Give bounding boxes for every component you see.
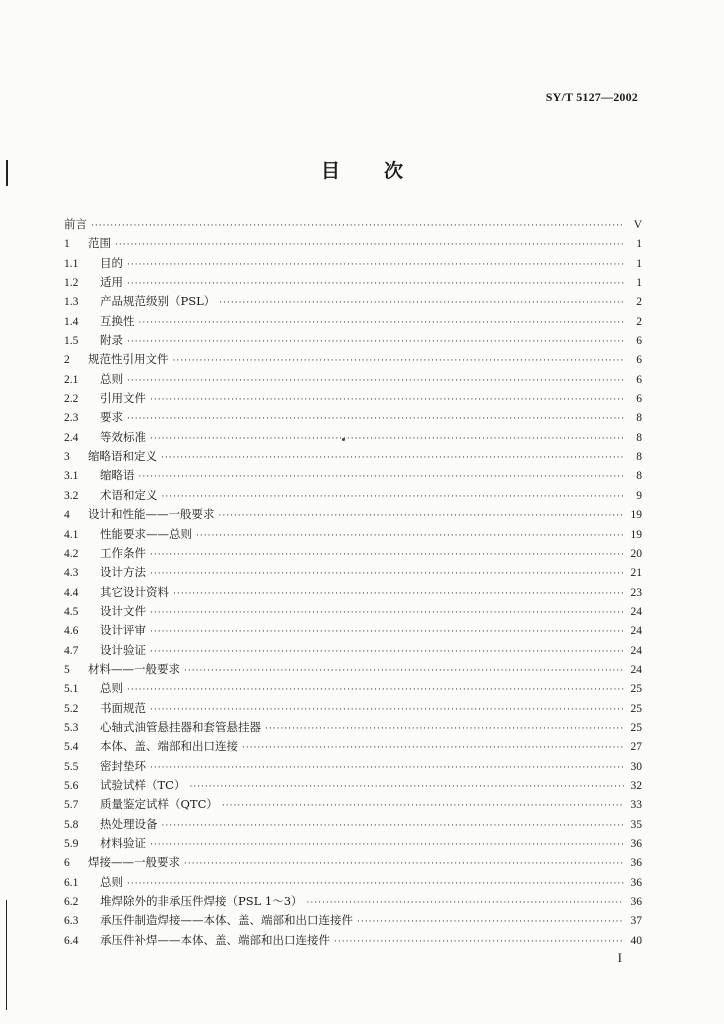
toc-entry[interactable] [64,854,642,873]
toc-entry-number: 5.3 [64,721,79,734]
toc-entry-label: 要求 [100,410,123,425]
toc-leader-dots [334,937,624,947]
toc-leader-dots [242,743,624,753]
toc-entry[interactable] [64,564,642,583]
toc-entry-page: 1 [636,257,642,270]
toc-leader-dots [265,724,624,734]
toc-entry-label: 范围 [88,236,111,251]
toc-entry-number: 5.8 [64,818,79,831]
toc-leader-dots [150,627,624,637]
toc-entry-page: 35 [630,818,642,831]
toc-entry-label: 总则 [100,681,123,696]
toc-entry[interactable] [64,371,642,390]
toc-entry-number: 1.2 [64,277,79,290]
toc-entry-label: 引用文件 [100,391,146,406]
toc-entry[interactable] [64,622,642,641]
toc-entry-number: 1.5 [64,335,79,348]
toc-entry[interactable] [64,584,642,603]
toc-entry-label: 性能要求——总则 [100,526,192,541]
toc-entry-label: 承压件制造焊接——本体、盖、端部和出口连接件 [100,913,353,928]
toc-entry-label: 产品规范级别（PSL） [100,294,216,309]
toc-entry[interactable] [64,680,642,699]
toc-leader-dots [189,782,624,792]
toc-entry-label: 等效标准 [100,429,146,444]
toc-leader-dots [173,589,624,599]
toc-entry-page: 20 [630,547,642,560]
toc-leader-dots [184,666,624,676]
toc-leader-dots [127,685,624,695]
toc-leader-dots [196,531,624,541]
toc-entry-label: 适用 [100,275,123,290]
toc-entry-label: 承压件补焊——本体、盖、端部和出口连接件 [100,932,330,947]
toc-entry-page: 19 [630,509,642,522]
toc-entry[interactable] [64,700,642,719]
toc-entry-label: 设计方法 [100,565,146,580]
toc-leader-dots [127,879,624,889]
toc-entry-label: 堆焊除外的非承压件焊接（PSL 1～3） [100,894,303,909]
toc-entry-number: 6.2 [64,896,79,909]
toc-entry-page: 21 [630,567,642,580]
toc-leader-dots [150,550,624,560]
toc-entry-number: 3 [64,451,70,464]
toc-entry-label: 互换性 [100,313,135,328]
toc-entry-number: 4.2 [64,547,79,560]
toc-entry[interactable] [64,545,642,564]
toc-leader-dots [173,356,625,366]
toc-entry-label: 焊接——一般要求 [88,855,180,870]
toc-leader-dots [150,434,624,444]
toc-entry-page: 6 [636,335,642,348]
toc-entry-label: 术语和定义 [100,487,158,502]
toc-leader-dots [127,279,624,289]
toc-entry[interactable] [64,526,642,545]
toc-entry-label: 总则 [100,874,123,889]
toc-leader-dots [150,840,624,850]
toc-entry-page: 23 [630,586,642,599]
toc-entry-number: 1 [64,238,70,251]
toc-entry-page: 8 [636,451,642,464]
toc-entry-label: 设计文件 [100,603,146,618]
toc-entry[interactable] [64,932,642,951]
toc-entry-number: 6 [64,857,70,870]
toc-entry-page: 8 [636,412,642,425]
table-of-contents [64,216,642,951]
toc-entry-label: 设计验证 [100,642,146,657]
toc-leader-dots [184,859,624,869]
toc-entry-number: 5.5 [64,760,79,773]
toc-leader-dots [150,647,624,657]
toc-entry[interactable] [64,835,642,854]
toc-entry-number: 3.2 [64,489,79,502]
toc-leader-dots [139,472,625,482]
toc-entry-page: 37 [630,915,642,928]
toc-entry[interactable] [64,893,642,912]
toc-leader-dots [127,260,624,270]
toc-entry-page: 25 [630,702,642,715]
toc-entry-label: 设计评审 [100,623,146,638]
toc-entry[interactable] [64,777,642,796]
toc-entry[interactable] [64,912,642,931]
toc-entry-number: 4.6 [64,625,79,638]
toc-entry[interactable] [64,409,642,428]
toc-entry-page: 1 [636,277,642,290]
toc-entry-label: 前言 [64,217,87,231]
toc-entry-number: 1.1 [64,257,79,270]
toc-entry[interactable] [64,487,642,506]
toc-entry-number: 6.4 [64,934,79,947]
toc-entry-page: 2 [636,296,642,309]
toc-entry-number: 3.1 [64,470,79,483]
toc-entry-label: 心轴式油管悬挂器和套管悬挂器 [100,719,261,734]
toc-entry-number: 1.3 [64,296,79,309]
toc-leader-dots [127,376,624,386]
toc-entry-page: 6 [636,354,642,367]
toc-entry-number: 5.1 [64,683,79,696]
toc-entry-page: 24 [630,605,642,618]
toc-entry-label: 材料验证 [100,836,146,850]
toc-entry[interactable] [64,642,642,661]
toc-entry-page: 36 [630,896,642,909]
toc-entry-number: 6.1 [64,876,79,889]
toc-entry[interactable] [64,738,642,757]
toc-entry-page: 36 [630,838,642,850]
toc-leader-dots [127,414,624,424]
toc-entry-number: 5.9 [64,838,79,850]
toc-entry-number: 5.2 [64,702,79,715]
toc-entry-number: 6.3 [64,915,79,928]
toc-entry-number: 5 [64,663,70,676]
toc-entry-page: 6 [636,373,642,386]
toc-entry-number: 2.3 [64,412,79,425]
page-folio: I [617,950,622,965]
toc-entry[interactable] [64,874,642,893]
toc-leader-dots [219,298,624,308]
toc-entry-label: 试验试样（TC） [100,777,186,792]
toc-entry[interactable] [64,506,642,525]
toc-entry-page: 33 [630,799,642,812]
toc-leader-dots [150,608,624,618]
toc-entry-number: 5.7 [64,799,79,812]
binding-mark-bottom [6,900,7,1010]
toc-leader-dots [139,318,625,328]
toc-leader-dots [162,821,625,831]
toc-leader-dots [115,240,624,250]
toc-entry-page: 19 [630,528,642,541]
toc-leader-dots [150,763,624,773]
toc-entry-number: 5.6 [64,779,79,792]
toc-leader-dots [161,453,624,463]
toc-entry-page: 24 [630,625,642,638]
toc-entry-page: 25 [630,683,642,696]
toc-entry-page: 8 [636,470,642,483]
toc-leader-dots [91,221,624,231]
toc-entry-number: 4.1 [64,528,79,541]
toc-entry-label: 热处理设备 [100,816,158,831]
toc-entry-number: 4 [64,509,70,522]
toc-entry[interactable] [64,429,642,448]
page-title [0,156,724,183]
toc-entry-page: 30 [630,760,642,773]
toc-entry[interactable] [64,603,642,622]
toc-entry-label: 设计和性能——一般要求 [88,507,215,522]
toc-entry[interactable] [64,255,642,274]
toc-entry-number: 4.3 [64,567,79,580]
toc-entry-number: 5.4 [64,741,79,754]
toc-entry[interactable] [64,351,642,370]
toc-entry-number: 2 [64,354,70,367]
toc-entry[interactable] [64,216,642,235]
toc-leader-dots [162,492,625,502]
toc-entry-page: 40 [630,934,642,947]
toc-entry-label: 缩略语 [100,468,135,483]
toc-entry-number: 4.5 [64,605,79,618]
toc-entry-page: 8 [636,431,642,444]
toc-entry[interactable] [64,390,642,409]
toc-leader-dots [150,395,624,405]
toc-entry[interactable] [64,274,642,293]
toc-entry-number: 2.4 [64,431,79,444]
toc-entry-page: 24 [630,663,642,676]
toc-leader-dots [222,801,624,811]
toc-entry-number: 4.4 [64,586,79,599]
toc-entry[interactable] [64,235,642,254]
toc-entry[interactable] [64,448,642,467]
toc-entry[interactable] [64,796,642,815]
toc-entry-number: 2.2 [64,393,79,406]
toc-leader-dots [219,511,625,521]
toc-leader-dots [307,898,624,908]
toc-entry[interactable] [64,719,642,738]
toc-entry-page: 32 [630,779,642,792]
toc-entry-page: 2 [636,315,642,328]
toc-leader-dots [150,705,624,715]
toc-entry-page: 36 [630,857,642,870]
toc-entry-label: 材料——一般要求 [88,661,180,676]
toc-entry-page: V [633,219,642,231]
toc-entry[interactable] [64,816,642,835]
toc-entry-page: 24 [630,644,642,657]
title-char-1: 目 [320,160,340,182]
title-char-2: 次 [384,160,404,182]
toc-leader-dots [150,569,624,579]
toc-entry-label: 工作条件 [100,545,146,560]
toc-entry[interactable] [64,332,642,351]
toc-entry-number: 2.1 [64,373,79,386]
toc-leader-dots [357,917,624,927]
toc-entry-page: 1 [636,238,642,251]
toc-entry[interactable] [64,758,642,777]
toc-entry-label: 书面规范 [100,700,146,715]
toc-entry-page: 27 [630,741,642,754]
toc-entry[interactable] [64,661,642,680]
toc-entry-label: 目的 [100,255,123,270]
toc-entry-label: 规范性引用文件 [88,352,169,367]
document-code: SY/T 5127—2002 [545,90,638,104]
toc-entry[interactable] [64,467,642,486]
toc-entry-number: 4.7 [64,644,79,657]
toc-entry[interactable] [64,313,642,332]
toc-entry-label: 附录 [100,333,123,348]
toc-entry-label: 总则 [100,371,123,386]
toc-entry-page: 6 [636,393,642,406]
toc-entry-page: 36 [630,876,642,889]
toc-entry-label: 质量鉴定试样（QTC） [100,797,218,812]
toc-entry-number: 1.4 [64,315,79,328]
toc-entry-label: 本体、盖、端部和出口连接 [100,739,238,754]
toc-entry-label: 缩略语和定义 [88,449,157,464]
toc-entry-page: 9 [636,489,642,502]
toc-entry-page: 25 [630,721,642,734]
toc-leader-dots [127,337,624,347]
toc-entry-label: 密封垫环 [100,758,146,773]
toc-entry-label: 其它设计资料 [100,584,169,599]
toc-entry[interactable] [64,293,642,312]
